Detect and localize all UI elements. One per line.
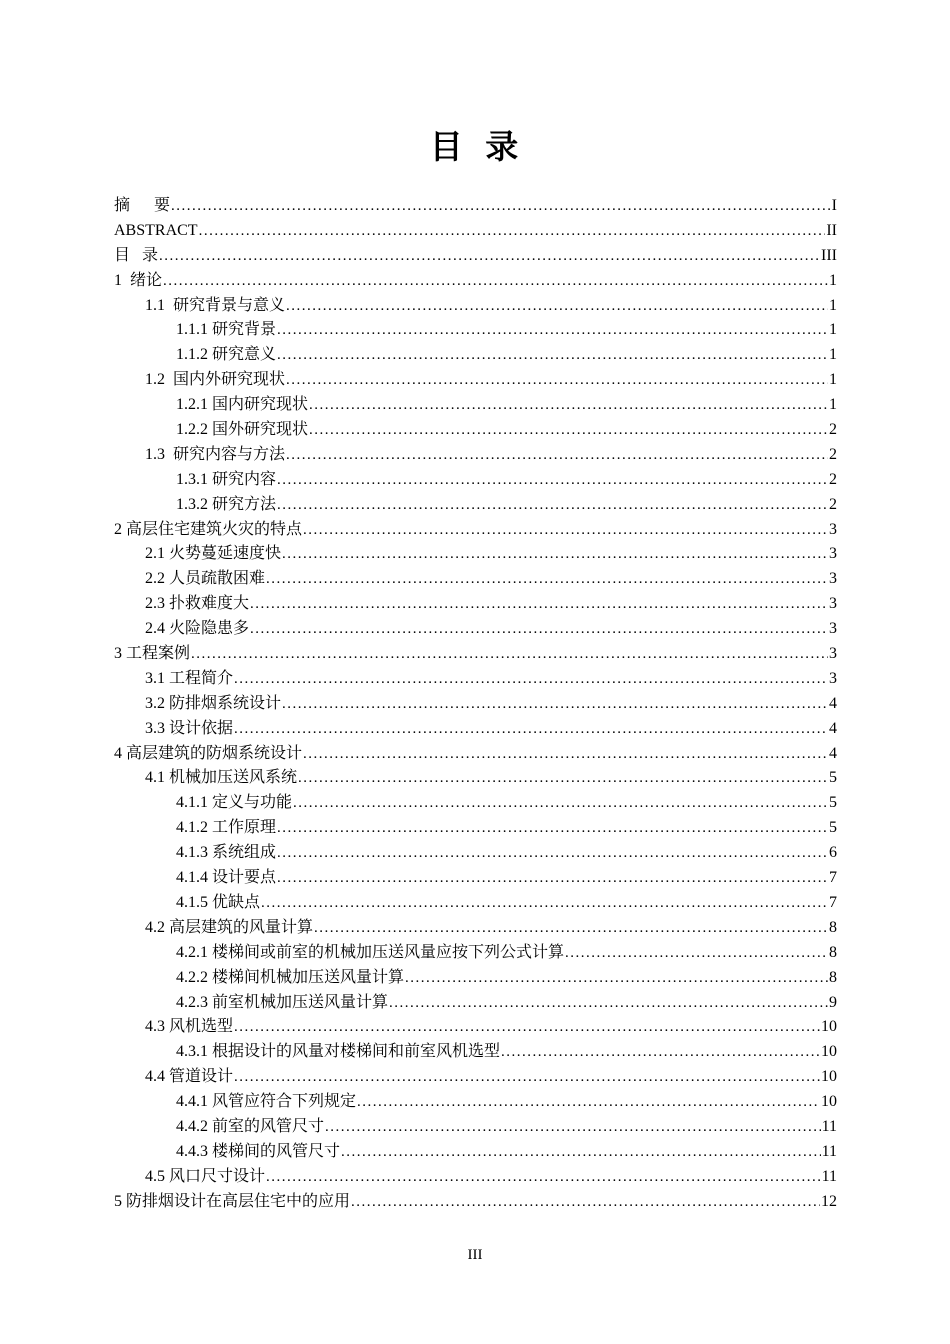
toc-page-number: 12: [821, 1192, 837, 1210]
toc-page-number: 6: [829, 844, 837, 862]
toc-leader-dots: [286, 368, 828, 393]
toc-entry: [114, 791, 837, 816]
toc-entry: [114, 692, 837, 717]
toc-page-number: 11: [821, 1142, 837, 1160]
toc-entry-label: 目 录: [114, 246, 159, 264]
toc-page-number: 1: [829, 296, 837, 314]
toc-page-number: 1: [829, 371, 837, 389]
toc-entry-label: 1.2.1 国内研究现状: [176, 396, 309, 414]
toc-leader-dots: [277, 343, 828, 368]
toc-entry-label: 4.4.3 楼梯间的风管尺寸: [176, 1142, 341, 1160]
toc-entry: [114, 1065, 837, 1090]
toc-leader-dots: [282, 542, 828, 567]
toc-page-number: 3: [829, 620, 837, 638]
toc-page-number: 3: [829, 669, 837, 687]
toc-page-number: I: [831, 197, 837, 214]
toc-page-number: 10: [821, 1068, 837, 1086]
toc-list: [114, 194, 837, 1215]
toc-page-number: 1: [829, 321, 837, 339]
toc-entry: [114, 1115, 837, 1140]
toc-entry: [114, 343, 837, 368]
toc-entry: [114, 219, 837, 244]
toc-leader-dots: [565, 941, 828, 966]
toc-entry-label: 5 防排烟设计在高层住宅中的应用: [114, 1192, 351, 1210]
toc-page-number: 2: [829, 445, 837, 463]
toc-entry-label: 4.1.3 系统组成: [176, 844, 277, 862]
toc-page-number: 7: [829, 869, 837, 887]
toc-leader-dots: [234, 667, 828, 692]
toc-page-number: 3: [829, 520, 837, 538]
toc-leader-dots: [309, 418, 828, 443]
toc-entry-label: 4.1.1 定义与功能: [176, 794, 293, 812]
toc-page-number: 1: [829, 396, 837, 414]
toc-leader-dots: [293, 791, 828, 816]
toc-page-number: 4: [829, 719, 837, 737]
toc-entry: [114, 617, 837, 642]
toc-entry-label: 2.1 火势蔓延速度快: [145, 545, 282, 563]
toc-entry-label: 4.3 风机选型: [145, 1018, 234, 1036]
toc-entry: [114, 1040, 837, 1065]
toc-leader-dots: [199, 219, 826, 244]
toc-leader-dots: [171, 194, 831, 219]
toc-leader-dots: [234, 1065, 820, 1090]
toc-entry-label: 4.2.3 前室机械加压送风量计算: [176, 993, 389, 1011]
toc-page-number: 1: [829, 346, 837, 364]
toc-entry: [114, 991, 837, 1016]
toc-page-number: 2: [829, 495, 837, 513]
toc-leader-dots: [303, 742, 828, 767]
toc-entry-label: 4.1 机械加压送风系统: [145, 769, 298, 787]
toc-leader-dots: [163, 269, 828, 294]
toc-leader-dots: [282, 692, 828, 717]
toc-leader-dots: [234, 1015, 820, 1040]
toc-entry: [114, 1165, 837, 1190]
toc-entry-label: 1.2.2 国外研究现状: [176, 421, 309, 439]
toc-entry-label: 3.3 设计依据: [145, 719, 234, 737]
toc-page-number: III: [821, 246, 837, 264]
toc-leader-dots: [277, 866, 828, 891]
toc-entry: [114, 368, 837, 393]
toc-leader-dots: [159, 244, 820, 269]
toc-entry-label: 2.2 人员疏散困难: [145, 570, 266, 588]
toc-page-number: 11: [821, 1167, 837, 1185]
toc-leader-dots: [261, 891, 828, 916]
toc-entry: [114, 816, 837, 841]
toc-entry-label: 3.1 工程简介: [145, 669, 234, 687]
toc-entry: [114, 592, 837, 617]
toc-entry-label: 4.2.1 楼梯间或前室的机械加压送风量应按下列公式计算: [176, 943, 565, 961]
toc-entry: [114, 269, 837, 294]
toc-entry: [114, 866, 837, 891]
toc-page-number: 5: [829, 819, 837, 837]
toc-page-number: 5: [829, 794, 837, 812]
toc-page-number: 2: [829, 470, 837, 488]
toc-page-number: 1: [829, 271, 837, 289]
toc-entry: [114, 891, 837, 916]
toc-entry-label: 4.1.5 优缺点: [176, 893, 261, 911]
toc-leader-dots: [389, 991, 828, 1016]
toc-entry-label: 1.1.2 研究意义: [176, 346, 277, 364]
toc-page-number: II: [826, 221, 837, 239]
toc-entry-label: 3 工程案例: [114, 645, 191, 663]
toc-entry: [114, 318, 837, 343]
toc-page-number: 8: [829, 968, 837, 986]
toc-entry-label: 4.2.2 楼梯间机械加压送风量计算: [176, 968, 405, 986]
toc-entry: [114, 418, 837, 443]
toc-leader-dots: [357, 1090, 820, 1115]
toc-page-number: 8: [829, 918, 837, 936]
toc-leader-dots: [405, 966, 828, 991]
toc-page-number: 3: [829, 545, 837, 563]
toc-entry: [114, 642, 837, 667]
toc-entry-label: 4.3.1 根据设计的风量对楼梯间和前室风机选型: [176, 1043, 501, 1061]
toc-entry: [114, 742, 837, 767]
toc-entry-label: 4.4 管道设计: [145, 1068, 234, 1086]
toc-leader-dots: [277, 318, 828, 343]
toc-entry: [114, 766, 837, 791]
toc-entry: [114, 468, 837, 493]
toc-entry-label: 1.3.1 研究内容: [176, 470, 277, 488]
toc-page-number: 9: [829, 993, 837, 1011]
toc-entry-label: 4.5 风口尺寸设计: [145, 1167, 266, 1185]
toc-leader-dots: [286, 443, 828, 468]
toc-page-number: 2: [829, 421, 837, 439]
toc-leader-dots: [277, 468, 828, 493]
toc-entry-label: 2.4 火险隐患多: [145, 620, 250, 638]
toc-page-number: 4: [829, 744, 837, 762]
toc-leader-dots: [234, 717, 828, 742]
toc-entry: [114, 941, 837, 966]
toc-entry-label: 2 高层住宅建筑火灾的特点: [114, 520, 303, 538]
toc-page-number: 3: [829, 645, 837, 663]
toc-entry-label: 4.1.2 工作原理: [176, 819, 277, 837]
toc-page-number: 11: [821, 1117, 837, 1135]
toc-entry: [114, 1015, 837, 1040]
toc-entry: [114, 916, 837, 941]
toc-entry-label: 1.2 国内外研究现状: [145, 371, 286, 389]
toc-leader-dots: [277, 816, 828, 841]
toc-leader-dots: [309, 393, 828, 418]
toc-page-number: 7: [829, 893, 837, 911]
toc-leader-dots: [277, 493, 828, 518]
toc-leader-dots: [266, 1165, 821, 1190]
toc-leader-dots: [303, 518, 828, 543]
toc-leader-dots: [351, 1190, 820, 1215]
toc-entry-label: 1.1 研究背景与意义: [145, 296, 286, 314]
toc-leader-dots: [191, 642, 828, 667]
toc-entry-label: 1.1.1 研究背景: [176, 321, 277, 339]
toc-entry: [114, 294, 837, 319]
toc-page-number: 3: [829, 570, 837, 588]
toc-leader-dots: [314, 916, 828, 941]
toc-leader-dots: [325, 1115, 821, 1140]
toc-entry-label: 4.4.1 风管应符合下列规定: [176, 1093, 357, 1111]
toc-entry: [114, 194, 837, 219]
toc-page-number: 4: [829, 694, 837, 712]
toc-entry: [114, 717, 837, 742]
toc-leader-dots: [250, 617, 828, 642]
toc-entry: [114, 1140, 837, 1165]
toc-leader-dots: [250, 592, 828, 617]
toc-entry: [114, 567, 837, 592]
toc-page-number: 10: [821, 1018, 837, 1036]
toc-leader-dots: [286, 294, 828, 319]
toc-entry-label: 4 高层建筑的防烟系统设计: [114, 744, 303, 762]
toc-entry: [114, 244, 837, 269]
toc-page-number: 8: [829, 943, 837, 961]
page-number-footer: III: [467, 1247, 483, 1263]
toc-entry-label: 1.3 研究内容与方法: [145, 445, 286, 463]
toc-entry: [114, 966, 837, 991]
toc-entry-label: 4.1.4 设计要点: [176, 869, 277, 887]
toc-page-number: 5: [829, 769, 837, 787]
toc-entry: [114, 1190, 837, 1215]
toc-entry-label: 3.2 防排烟系统设计: [145, 694, 282, 712]
toc-title: 目 录: [429, 130, 521, 166]
toc-entry-label: 2.3 扑救难度大: [145, 595, 250, 613]
toc-entry: [114, 1090, 837, 1115]
toc-entry: [114, 542, 837, 567]
toc-leader-dots: [341, 1140, 821, 1165]
toc-leader-dots: [266, 567, 828, 592]
toc-entry: [114, 518, 837, 543]
toc-entry: [114, 667, 837, 692]
toc-page-number: 10: [821, 1043, 837, 1061]
toc-page-number: 10: [821, 1093, 837, 1111]
toc-entry: [114, 393, 837, 418]
toc-entry-label: ABSTRACT: [114, 221, 198, 239]
toc-leader-dots: [501, 1040, 820, 1065]
toc-entry: [114, 493, 837, 518]
toc-leader-dots: [277, 841, 828, 866]
toc-entry-label: 4.2 高层建筑的风量计算: [145, 918, 314, 936]
toc-entry-label: 摘 要: [114, 197, 171, 214]
toc-page-number: 3: [829, 595, 837, 613]
toc-entry: [114, 841, 837, 866]
toc-entry-label: 4.4.2 前室的风管尺寸: [176, 1117, 325, 1135]
toc-leader-dots: [298, 766, 828, 791]
toc-entry: [114, 443, 837, 468]
toc-entry-label: 1 绪论: [114, 271, 163, 289]
toc-entry-label: 1.3.2 研究方法: [176, 495, 277, 513]
